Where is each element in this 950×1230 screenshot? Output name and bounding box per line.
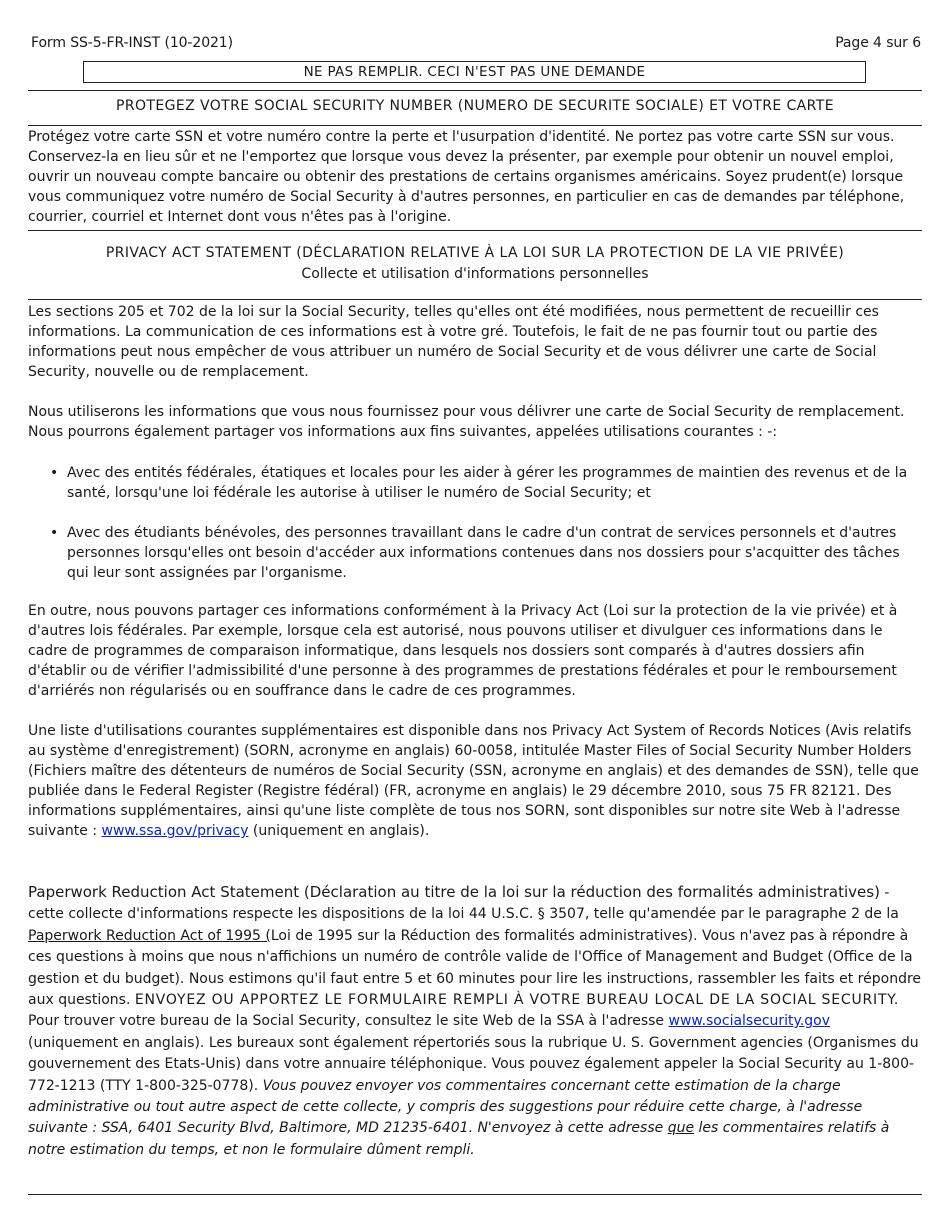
social-security-website-link[interactable]: www.socialsecurity.gov [668,1013,831,1030]
paperwork-text: Pour trouver votre bureau de la Social Security, consultez le site Web de la SSA à l'adresse [28,1013,669,1030]
paperwork-text: - cette collecte d'informations respecte les dispositions de la loi 44 U.S.C. § 3507, telle qu'amendée par le paragraphe 2 de la [28,885,899,923]
divider [28,299,922,300]
sorn-text: Une liste d'utilisations courantes supplémentaires est disponible dans nos Privacy Act System of Records Notices (Avis relatifs au système d'enregistrement) (SORN, acronyme en anglais) 60-0058, intitulée Master Files of Social Security Number Holders (Fichiers maître des détenteurs de numéros de Social Security (SSN, acronyme en anglais) et des demandes de SSN), telle que publiée dans le Federal Register (Registre fédéral) (FR, acronyme en anglais) le 29 décembre 2010, sous 75 FR 82121. Des informations supplémentaires, ainsi qu'une liste complète de tous nos SORN, sont disponibles sur notre site Web à l'adresse suivante : [28,723,919,839]
paperwork-text: (uniquement en anglais). Les bureaux sont également répertoriés sous la rubrique U. S. Government agencies (Organismes du gouvernement des Etats-Unis) dans votre annuaire téléphonique. Vous pouvez également appeler la Social Security au 1-800-772-1213 (TTY 1-800-325-0778). [28,1034,919,1094]
paperwork-text: Loi de 1995 sur la Réduction des formalités administratives). Vous n'avez pas à répondre à ces questions à moins que nous n'affichions un numéro de contrôle valide de l'Office of Management and Budget (Office de la gestion et du budget). Nous estimons qu'il faut entre 5 et 60 minutes pour lire les instructions, rassembler les faits et répondre aux questions. [28,927,922,1009]
privacy-paragraph-authority: Les sections 205 et 702 de la loi sur la Social Security, telles qu'elles ont été modifiées, nous permettent de recueillir ces informations. La communication de ces informations est à votre gré. Toutefois, le fait de ne pas fournir tout ou partie des informations peut nous empêcher de vous attribuer un numéro de Social Security et de vous délivrer une carte de Social Security, nouvelle ou de remplacement. [28,304,879,380]
privacy-paragraph-sharing: En outre, nous pouvons partager ces informations conformément à la Privacy Act (Loi sur la protection de la vie privée) et à d'autres lois fédérales. Par exemple, lorsque cela est autorisé, nous pouvons utiliser et divulguer ces informations dans le cadre de programmes de comparaison informatique, dans lesquels nos dossiers sont comparés à d'autres dossiers afin d'établir ou de vérifier l'admissibilité d'une personne à des programmes de prestations fédérales et pour le remboursement d'arriérés non régularisés ou en souffrance dans le cadre de ces programmes. [28,603,898,699]
sorn-tail: (uniquement en anglais). [248,823,430,839]
privacy-paragraph-uses: Nous utiliserons les informations que vous nous fournissez pour vous délivrer une carte de Social Security de remplacement. Nous pourrons également partager vos informations aux fins suivantes, appelées utilisations courantes : -: [28,404,905,440]
form-number: Form SS-5-FR-INST (10-2021) [31,35,233,51]
divider [28,125,922,126]
privacy-act-subtitle: Collecte et utilisation d'informations personnelles [301,266,649,282]
footer-divider [28,1194,922,1195]
divider [28,90,922,91]
paperwork-act-link[interactable]: Paperwork Reduction Act of 1995 ( [28,927,271,944]
protect-section-title: PROTEGEZ VOTRE SOCIAL SECURITY NUMBER (NUMERO DE SECURITE SOCIALE) ET VOTRE CARTE [116,98,834,114]
paperwork-lead: Paperwork Reduction Act Statement (Déclaration au titre de la loi sur la réduction des formalités administratives) [28,883,880,901]
comments-instruction: Vous pouvez envoyer vos commentaires concernant cette estimation de la charge administrative ou tout autre aspect de cette collecte, y compris des suggestions pour réduire cette charge, à l'adresse suivante : SSA, 6401 Security Blvd, Baltimore, MD 21235-6401. N'envoyez à cette adresse que les commentaires relatifs à notre estimation du temps, et non le formulaire dûment rempli. [28,1077,890,1158]
not-an-application-notice: NE PAS REMPLIR. CECI N'EST PAS UNE DEMANDE [83,61,866,83]
ssa-privacy-link[interactable]: www.ssa.gov/privacy [101,823,249,839]
routine-uses-list [50,463,920,603]
list-item: • Avec des étudiants bénévoles, des personnes travaillant dans le cadre d'un contrat de services personnels et d'autres personnes lorsqu'elles ont besoin d'accéder aux informations contenues dans nos dossiers pour s'acquitter des tâches qui leur sont assignées par l'organisme. [50,523,920,583]
privacy-act-title: PRIVACY ACT STATEMENT (DÉCLARATION RELATIVE À LA LOI SUR LA PROTECTION DE LA VIE PRIVÉE) [105,245,845,261]
protect-section-body: Protégez votre carte SSN et votre numéro contre la perte et l'usurpation d'identité. Ne portez pas votre carte SSN sur vous. Conservez-la en lieu sûr et ne l'emportez que lorsque vous devez la présenter, par exemple pour obtenir un nouvel emploi, ouvrir un nouveau compte bancaire ou obtenir des prestations de certains organismes américains. Soyez prudent(e) lorsque vous communiquez votre numéro de Social Security à d'autres personnes, en particulier en cas de demandes par téléphone, courrier, courriel et Internet dont vous n'êtes pas à l'origine. [28,129,905,225]
send-form-instruction: ENVOYEZ OU APPORTEZ LE FORMULAIRE REMPLI À VOTRE BUREAU LOCAL DE LA SOCIAL SECURITY. [134,992,900,1009]
list-item: • Avec des entités fédérales, étatiques et locales pour les aider à gérer les programmes de maintien des revenus et de la santé, lorsqu'une loi fédérale les autorise à utiliser le numéro de Social Security; et [50,463,920,503]
privacy-paragraph-sorn [28,721,921,841]
paperwork-reduction-statement [28,882,921,1161]
page-number: Page 4 sur 6 [835,35,921,51]
divider [28,230,922,231]
